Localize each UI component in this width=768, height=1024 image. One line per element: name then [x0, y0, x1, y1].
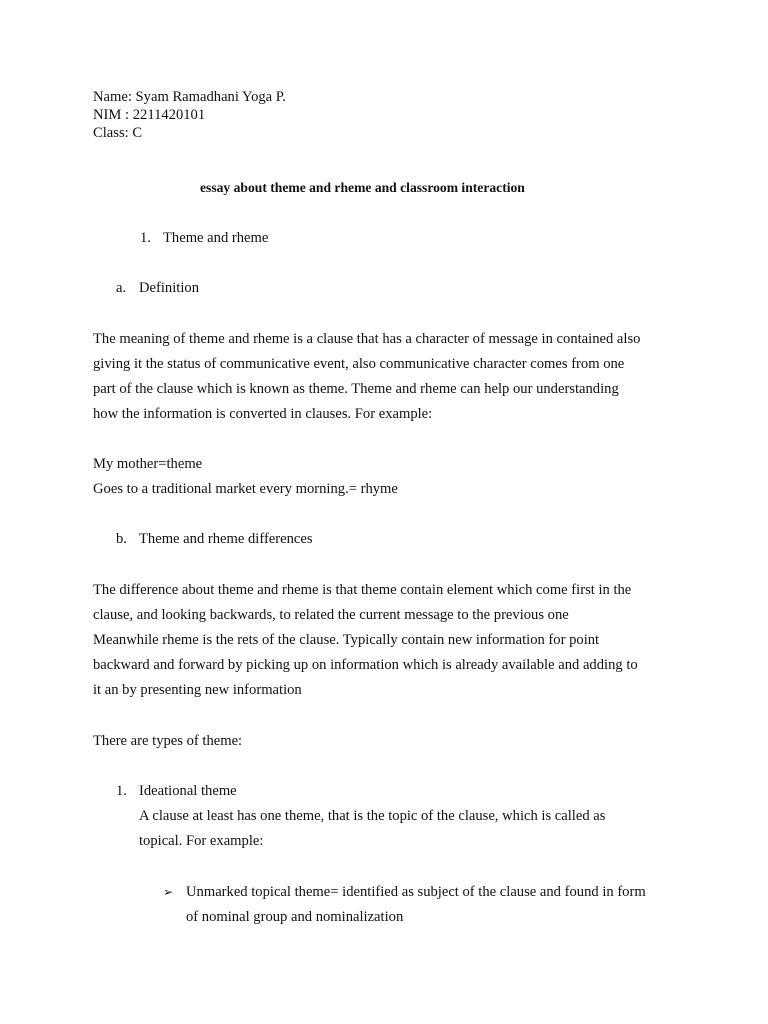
essay-title: essay about theme and rheme and classroom interaction — [200, 180, 525, 195]
sub-b-letter: b. — [116, 531, 127, 547]
section-1-number: 1. — [140, 230, 151, 246]
paragraph-1-line: The meaning of theme and rheme is a clause that has a character of message in contained also — [93, 331, 641, 347]
student-name: Name: Syam Ramadhani Yoga P. — [93, 89, 286, 105]
paragraph-1-line: part of the clause which is known as theme. Theme and rheme can help our understanding — [93, 381, 619, 397]
example-rheme: Goes to a traditional market every morning.= rhyme — [93, 481, 398, 497]
paragraph-2-line: clause, and looking backwards, to related the current message to the previous one — [93, 607, 569, 623]
student-class: Class: C — [93, 125, 143, 141]
paragraph-1-line: how the information is converted in clauses. For example: — [93, 406, 433, 422]
section-1-heading: Theme and rheme — [163, 230, 269, 246]
paragraph-2-line: The difference about theme and rheme is that theme contain element which come first in the — [93, 582, 632, 598]
list-item-1-body: A clause at least has one theme, that is the topic of the clause, which is called as — [139, 808, 606, 824]
list-item-1-body: topical. For example: — [139, 833, 264, 849]
paragraph-1-line: giving it the status of communicative event, also communicative character comes from one — [93, 356, 625, 372]
paragraph-2-line: Meanwhile rheme is the rets of the clause. Typically contain new information for point — [93, 632, 600, 648]
arrowhead-bullet-icon: ➢ — [163, 885, 174, 899]
list-item-1-heading: Ideational theme — [139, 783, 237, 799]
example-theme: My mother=theme — [93, 456, 203, 472]
sub-b-heading: Theme and rheme differences — [139, 531, 313, 547]
student-nim: NIM : 2211420101 — [93, 107, 206, 123]
bullet-text: of nominal group and nominalization — [186, 909, 404, 925]
bullet-text: Unmarked topical theme= identified as subject of the clause and found in form — [186, 884, 646, 900]
list-item-1-number: 1. — [116, 783, 127, 799]
paragraph-2-line: backward and forward by picking up on information which is already available and adding to — [93, 657, 638, 673]
types-intro: There are types of theme: — [93, 733, 243, 749]
sub-a-letter: a. — [116, 280, 127, 296]
sub-a-heading: Definition — [139, 280, 199, 296]
paragraph-2-line: it an by presenting new information — [93, 682, 302, 698]
